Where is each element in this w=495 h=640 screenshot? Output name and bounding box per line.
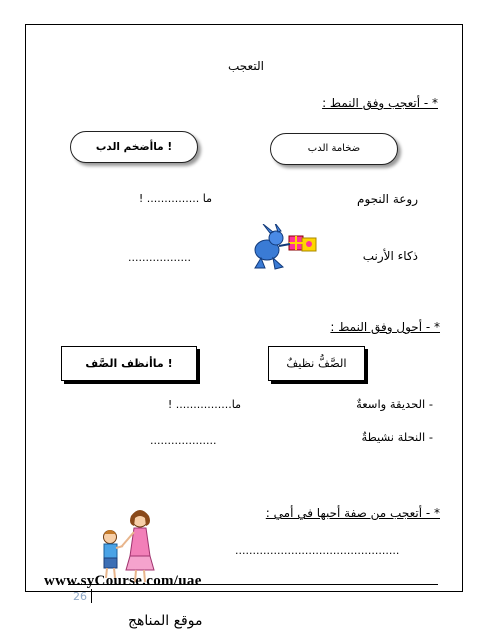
section1-heading: * - أتعجب وفق النمط : — [322, 96, 438, 110]
section2-example-left-box — [61, 346, 197, 381]
section1-item2-label: ذكاء الأرنب — [362, 249, 418, 263]
section2-example-left-text: ماأنظف الصَّف ! — [85, 357, 173, 370]
page-number-divider — [91, 589, 92, 603]
section2-heading: * - أحول وفق النمط : — [330, 320, 440, 334]
footer-site-name: موقع المناهج — [128, 613, 203, 629]
section1-item1-answer: ما ............... ! — [138, 192, 212, 205]
section1-example-left-pill — [70, 131, 198, 163]
section3-answer-line: ............................................... — [235, 544, 400, 557]
section1-example-right-pill — [270, 133, 398, 165]
section2-example-right-box — [268, 346, 365, 381]
section2-item1-answer: ما................ ! — [167, 398, 241, 411]
section3-heading: * - أتعجب من صفة أحبها في أمي : — [265, 506, 440, 520]
section1-item1-label: روعة النجوم — [357, 192, 418, 206]
page-title: التعجب — [228, 59, 264, 73]
footer-url[interactable]: www.syCourse.com/uae — [44, 573, 202, 589]
section2-example-right-text: الصَّفُّ نظيفٌ — [286, 355, 347, 370]
section1-example-right-text: ضخامة الدب — [307, 143, 361, 154]
page-number: 26 — [73, 590, 87, 603]
section2-item2-label: - النحلة نشيطةٌ — [361, 430, 433, 444]
section1-example-left-text: ماأضخم الدب ! — [95, 140, 173, 153]
section2-item2-answer: ................... — [150, 434, 217, 447]
section1-item2-answer: .................. — [128, 251, 191, 264]
section2-item1-label: - الحديقة واسعةٌ — [356, 397, 433, 411]
rabbit-with-gift-icon — [245, 224, 320, 272]
